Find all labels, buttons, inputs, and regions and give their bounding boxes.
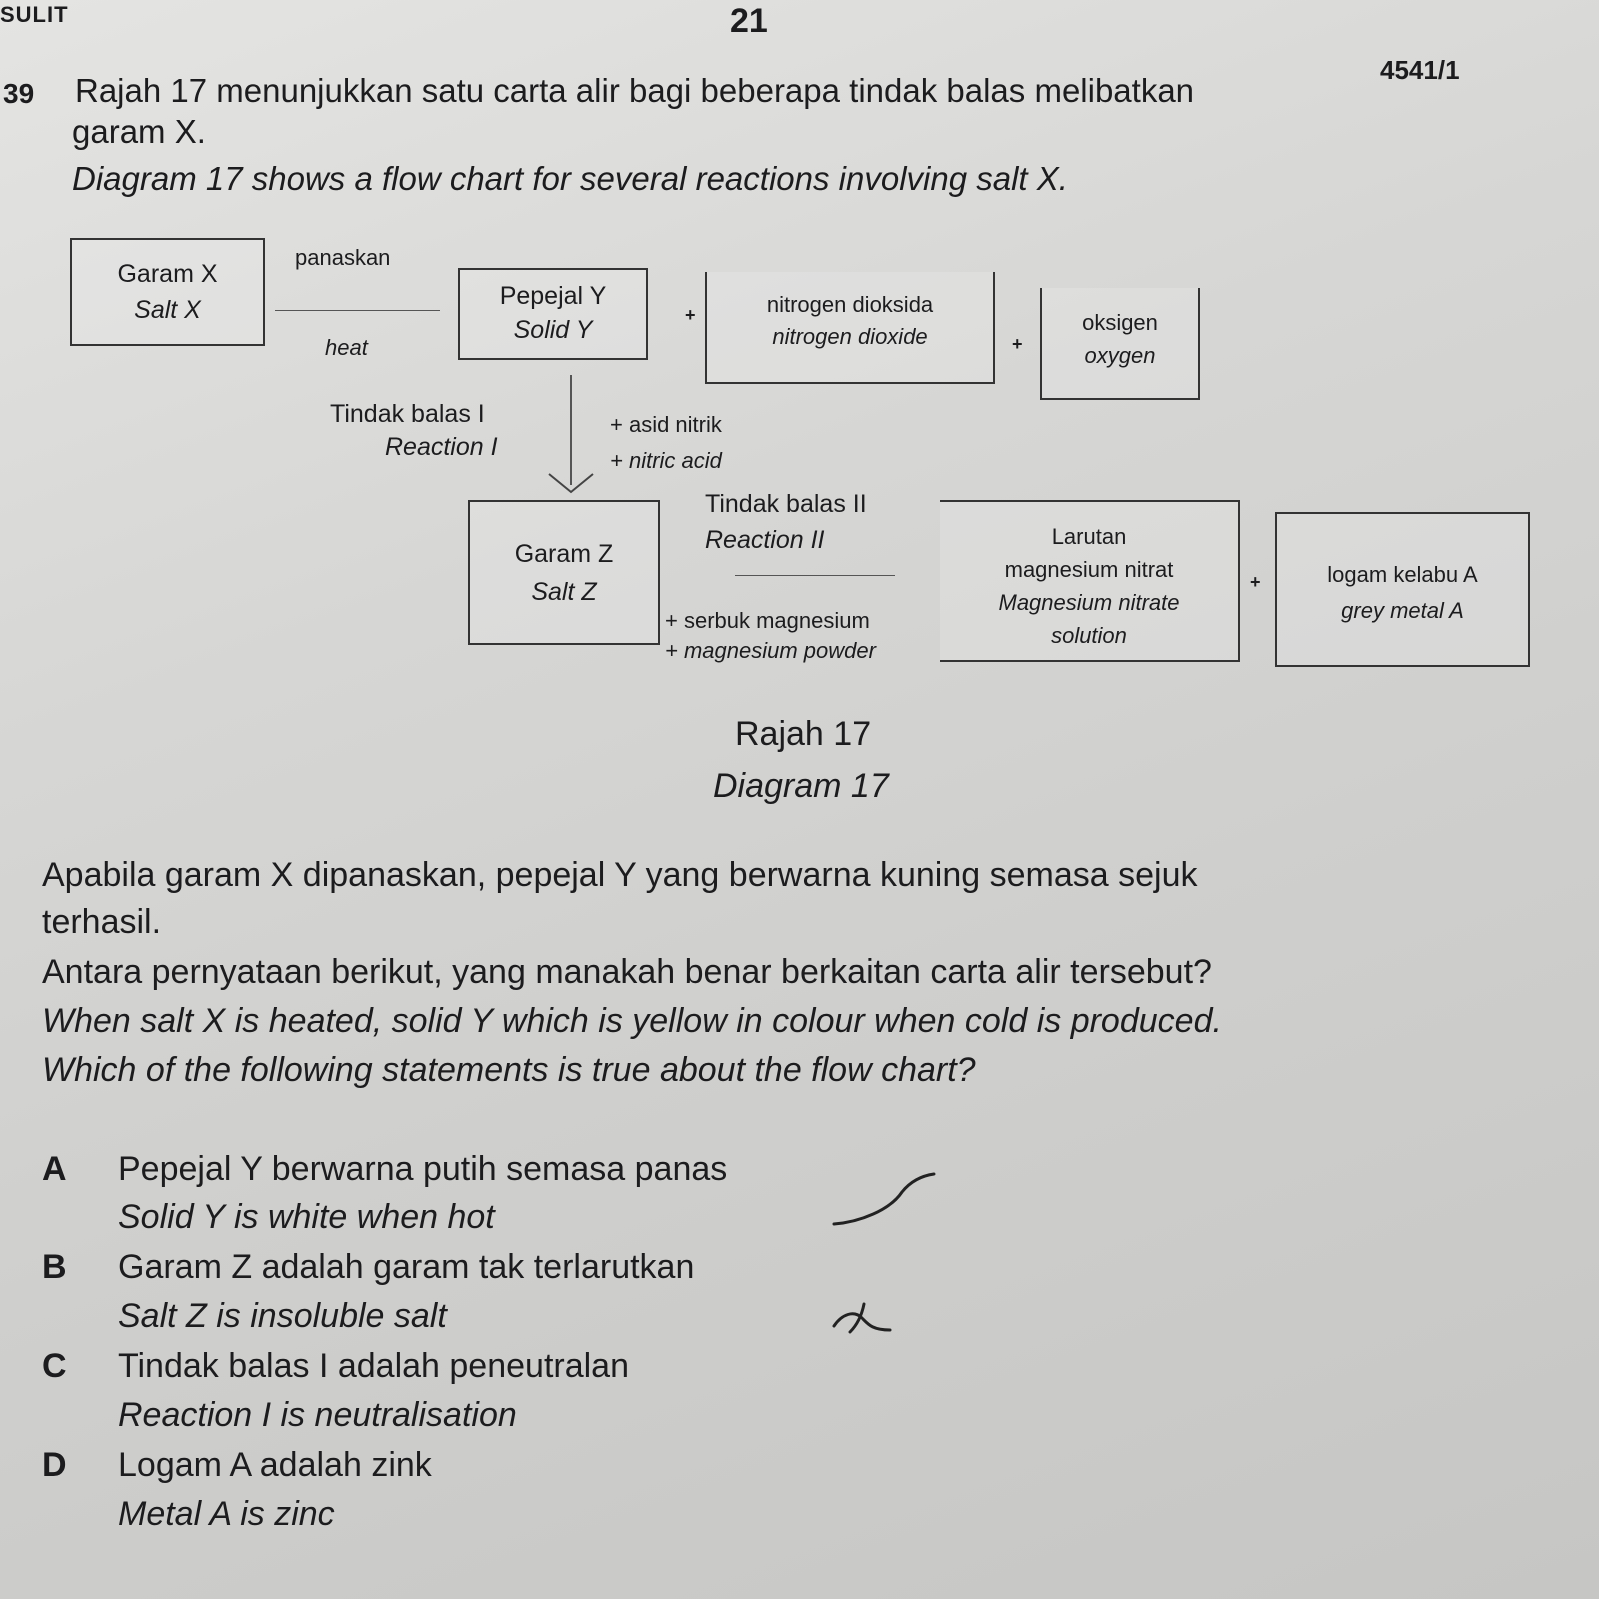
nitric-acid-malay: + asid nitrik <box>610 412 722 437</box>
heat-label-malay: panaskan <box>295 245 391 270</box>
option-a-malay: Pepejal Y berwarna putih semasa panas <box>118 1150 728 1188</box>
option-a-letter: A <box>42 1150 67 1188</box>
page-number: 21 <box>730 2 768 40</box>
mg-powder-malay: + serbuk magnesium <box>665 608 870 633</box>
question-number: 39 <box>3 78 35 109</box>
mg-nitrate-malay2: magnesium nitrat <box>1004 557 1174 582</box>
option-b-malay: Garam Z adalah garam tak terlarutkan <box>118 1248 695 1286</box>
salt-z-english: Salt Z <box>531 578 597 606</box>
mg-nitrate-english2: solution <box>1051 623 1127 648</box>
reaction-1-english: Reaction I <box>385 433 498 461</box>
reaction-2-malay: Tindak balas II <box>705 490 867 518</box>
option-c-malay: Tindak balas I adalah peneutralan <box>118 1347 629 1385</box>
question-english: Diagram 17 shows a flow chart for several reactions involving salt X. <box>72 160 1068 197</box>
paper-code: 4541/1 <box>1380 55 1460 85</box>
solid-y-malay: Pepejal Y <box>499 282 607 310</box>
sulit-label: SULIT <box>0 2 69 27</box>
no2-malay: nitrogen dioksida <box>766 292 934 317</box>
reaction-2-english: Reaction II <box>705 526 825 554</box>
stem-malay-2: terhasil. <box>42 903 162 941</box>
metal-a-malay: logam kelabu A <box>1327 562 1478 587</box>
reaction-1-arrowhead <box>545 470 597 496</box>
mg-nitrate-english1: Magnesium nitrate <box>998 590 1180 615</box>
option-b-letter: B <box>42 1248 67 1286</box>
solid-y-box <box>458 268 648 360</box>
mg-nitrate-malay1: Larutan <box>1051 524 1127 549</box>
question-malay-line1: Rajah 17 menunjukkan satu carta alir bagi beberapa tindak balas melibatkan <box>75 72 1195 109</box>
heat-label-english: heat <box>325 335 368 360</box>
diagram-caption-english: Diagram 17 <box>713 767 889 805</box>
question-malay-line2: garam X. <box>72 113 206 150</box>
option-b-english: Salt Z is insoluble salt <box>118 1297 447 1335</box>
mg-nitrate-box <box>940 500 1240 662</box>
reaction-1-arrow <box>570 375 572 485</box>
salt-z-box <box>468 500 660 645</box>
handwritten-tick-mark <box>830 1170 940 1230</box>
stem-malay-3: Antara pernyataan berikut, yang manakah benar berkaitan carta alir tersebut? <box>42 953 1212 991</box>
metal-a-box <box>1275 512 1530 667</box>
no2-english: nitrogen dioxide <box>772 324 928 349</box>
stem-english-2: Which of the following statements is true about the flow chart? <box>42 1051 976 1089</box>
oxygen-malay: oksigen <box>1082 310 1158 335</box>
no2-box <box>705 272 995 384</box>
oxygen-box <box>1040 288 1200 400</box>
plus-sign-3: + <box>1250 572 1261 592</box>
stem-malay-1: Apabila garam X dipanaskan, pepejal Y yang berwarna kuning semasa sejuk <box>42 856 1198 894</box>
oxygen-english: oxygen <box>1084 343 1156 368</box>
stem-english-1: When salt X is heated, solid Y which is yellow in colour when cold is produced. <box>42 1002 1222 1040</box>
salt-x-box <box>70 238 265 346</box>
solid-y-english: Solid Y <box>513 316 593 344</box>
salt-z-malay: Garam Z <box>514 540 614 568</box>
diagram-caption-malay: Rajah 17 <box>735 715 872 753</box>
option-c-letter: C <box>42 1347 67 1385</box>
heat-arrow <box>275 310 440 311</box>
option-c-english: Reaction I is neutralisation <box>118 1396 517 1434</box>
salt-x-english: Salt X <box>134 296 201 324</box>
plus-sign-2: + <box>1012 334 1023 354</box>
option-d-malay: Logam A adalah zink <box>118 1446 432 1484</box>
mg-powder-english: + magnesium powder <box>665 638 876 663</box>
option-a-english: Solid Y is white when hot <box>118 1198 495 1236</box>
reaction-2-arrow <box>735 575 895 576</box>
metal-a-english: grey metal A <box>1341 598 1464 623</box>
option-d-english: Metal A is zinc <box>118 1495 335 1533</box>
handwritten-cross-mark <box>828 1300 898 1336</box>
option-d-letter: D <box>42 1446 67 1484</box>
plus-sign-1: + <box>685 305 696 325</box>
salt-x-malay: Garam X <box>117 260 218 288</box>
reaction-1-malay: Tindak balas I <box>330 400 485 428</box>
nitric-acid-english: + nitric acid <box>610 448 722 473</box>
